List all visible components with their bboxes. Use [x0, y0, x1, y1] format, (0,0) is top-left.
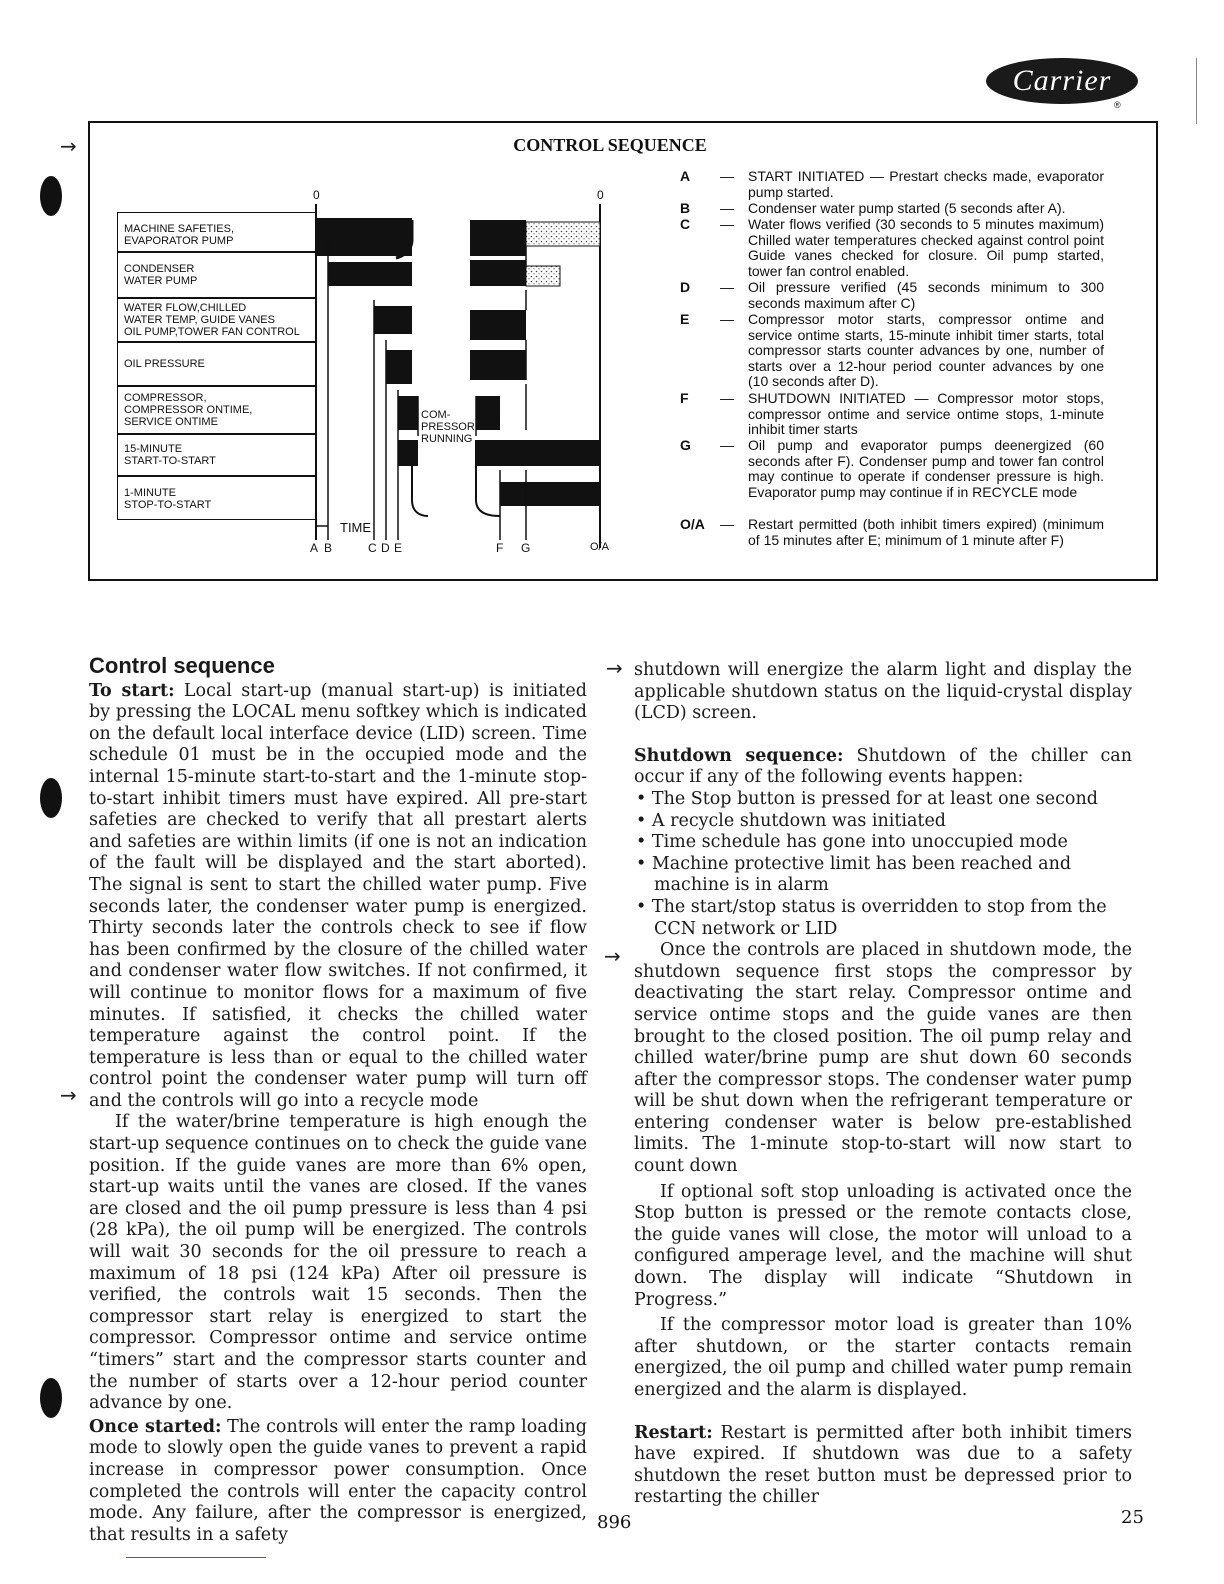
row-label: 1-MINUTE STOP-TO-START — [124, 487, 212, 511]
x-tick: B — [324, 541, 333, 555]
paragraph — [634, 746, 1132, 789]
legend-letter: A — [680, 168, 691, 184]
x-tick: F — [496, 541, 504, 555]
page-number: 25 — [1121, 1507, 1144, 1528]
carrier-logo: Carrier — [986, 58, 1138, 104]
left-column — [89, 655, 587, 1546]
compressor-running-label: COM- PRESSOR RUNNING — [421, 409, 475, 445]
x-tick: E — [394, 541, 403, 555]
right-column — [634, 660, 1132, 1509]
x-tick: C — [368, 541, 377, 555]
time-label: TIME — [340, 520, 372, 535]
legend-text: Restart permitted (both inhibit timers expired) (minimum of 15 minutes after E; minimum of 1 minute after F) — [748, 516, 1104, 548]
paragraph: If optional soft stop unloading is activated once the Stop button is pressed or the remote contacts close, the guide vanes will close, the motor will unload to a configured amperage level, and the machine will shut down. The display will indicate “Shutdown in Progress.” — [634, 1181, 1132, 1310]
x-tick: G — [521, 541, 531, 555]
legend-dash: — — [720, 390, 734, 406]
legend-letter: O/A — [680, 516, 705, 532]
bullet-text: The Stop button is pressed for at least one second — [651, 788, 1098, 809]
paragraph: Once the controls are placed in shutdown mode, the shutdown sequence first stops the compressor by deactivating the start relay. Compressor ontime and service ontime stops and the guide vanes are then brought to the closed position. The oil pump relay and chilled water/brine pump are shut down 60 seconds after the compressor stops. The condenser water pump will be shut down when the refrigerant temperature or entering condenser water is below pre-established limits. The 1-minute stop-to-start will now start to count down — [634, 940, 1132, 1177]
legend-dash: — — [720, 437, 734, 453]
row-label: 15-MINUTE START-TO-START — [124, 443, 216, 467]
run-in-heading: Shutdown sequence: — [634, 745, 844, 766]
paragraph-text: Restart is permitted after both inhibit timers have expired. If shutdown was due to a safety shutdown the reset button must be depressed prior to restarting the chiller — [634, 1422, 1132, 1508]
legend-letter: G — [680, 437, 691, 453]
run-in-heading: To start: — [89, 680, 175, 701]
legend-text: Water flows verified (30 seconds to 5 minutes maximum) Chilled water temperatures checked against control point Guide vanes checked for closure. Oil pump started, tower fan control enabled. — [748, 216, 1104, 279]
paragraph: If the compressor motor load is greater than 10% after shutdown, or the starter contacts remain energized, the oil pump and chilled water pump remain energized and the alarm is displayed. — [634, 1315, 1132, 1400]
legend-dash: — — [720, 279, 734, 295]
legend-dash: — — [720, 168, 734, 184]
legend-text: Compressor motor starts, compressor ontime and service ontime starts, 15-minute inhibit timer starts, total compressor starts counter advances by one, number of starts over a 12-hour period counter advances by one (10 seconds after D). — [748, 311, 1104, 390]
legend-text: Condenser water pump started (5 seconds after A). — [748, 200, 1066, 216]
document-number: 896 — [597, 1512, 632, 1533]
paragraph: shutdown will energize the alarm light and display the applicable shutdown status on the liquid-crystal display (LCD) screen. — [634, 660, 1132, 724]
x-tick: A — [310, 541, 319, 555]
legend-dash: — — [720, 200, 734, 216]
bullet-text: Time schedule has gone into unoccupied mode — [651, 832, 1068, 853]
run-in-heading: Restart: — [634, 1422, 713, 1443]
x-tick: D — [381, 541, 390, 555]
row-label: COMPRESSOR, COMPRESSOR ONTIME, SERVICE ONTIME — [124, 392, 253, 428]
paragraph-text: Local start-up (manual start-up) is initiated by pressing the LOCAL menu softkey which is indicated on the default local interface device (LID) screen. Time schedule 01 must be in the occupied mode and the internal 15-minute start-to-start and the 1-minute stop-to-start inhibit timers must have expired. All pre-start safeties are checked to verify that all prestart alerts and safeties are within limits (if one is not an indication of the fault will be displayed and the start aborted). The signal is sent to start the chilled water pump. Five seconds later, the condenser water pump is energized. Thirty seconds later the controls check to see if flow has been confirmed by the closure of the chilled water and condenser water flow switches. If not confirmed, it will continue to monitor flows for a maximum of five minutes. If satisfied, it checks the chilled water temperature against the control point. If the temperature is less than or equal to the chilled water control point the condenser water pump will turn off and the controls will go into a recycle mode — [89, 680, 587, 1111]
bullet-item: • Machine protective limit has been reached and machine is in alarm — [636, 853, 1072, 896]
bullet-item: • A recycle shutdown was initiated — [636, 810, 946, 831]
paragraph: If the water/brine temperature is high enough the start-up sequence continues on to check the guide vane position. If the guide vanes are more than 6% open, start-up waits until the vanes are closed. If the vanes are closed and the oil pump pressure is less than 4 psi (28 kPa), the oil pump will be energized. The controls will wait 30 seconds for the oil pressure to reach a maximum of 18 psi (124 kPa) After oil pressure is verified, the controls wait 15 seconds. Then the compressor start relay is energized to start the compressor. Compressor ontime and service ontime “timers” start and the compressor starts counter and the number of starts over a 12-hour period counter advance by one. — [89, 1112, 587, 1414]
row-label: CONDENSER WATER PUMP — [124, 263, 198, 287]
figure-title: CONTROL SEQUENCE — [513, 135, 707, 155]
legend-letter: F — [680, 390, 689, 406]
legend-letter: C — [680, 216, 691, 232]
legend-text: Oil pump and evaporator pumps deenergized (60 seconds after F). Condenser pump and tower fan control may continue to operate if condenser pressure is high. Evaporator pump may continue if in RECYCLE mode — [748, 437, 1104, 500]
registered-mark: ® — [1114, 100, 1121, 110]
margin-arrow-icon: → — [604, 944, 621, 968]
legend-letter: D — [680, 279, 691, 295]
bullet-text: Machine protective limit has been reached and machine is in alarm — [651, 853, 1072, 896]
bullet-item: • The start/stop status is overridden to stop from the CCN network or LID — [636, 896, 1107, 939]
row-label: MACHINE SAFETIES, EVAPORATOR PUMP — [124, 223, 235, 247]
paragraph — [89, 1417, 587, 1547]
row-label: WATER FLOW,CHILLED WATER TEMP, GUIDE VANES OIL PUMP,TOWER FAN CONTROL — [124, 302, 300, 338]
legend-letter: E — [680, 311, 690, 327]
row-label: OIL PRESSURE — [124, 358, 205, 370]
paragraph-text: The controls will enter the ramp loading mode to slowly open the guide vanes to prevent a rapid increase in compressor power consumption. Once completed the controls will enter the capacity control mode. Any failure, after the compressor is energized, that results in a safety — [89, 1416, 587, 1545]
bullet-text: The start/stop status is overridden to stop from the CCN network or LID — [651, 896, 1107, 939]
legend-dash: — — [720, 216, 734, 232]
margin-arrow-icon: → — [606, 656, 623, 680]
punch-hole — [40, 778, 62, 818]
paragraph — [89, 681, 587, 1113]
zero-label-left: 0 — [313, 188, 320, 202]
footer-rule — [126, 1557, 266, 1558]
zero-label-right: 0 — [597, 188, 604, 202]
margin-arrow-icon: → — [60, 134, 77, 158]
legend-text: Oil pressure verified (45 seconds minimum to 300 seconds maximum after C) — [748, 279, 1104, 311]
paragraph-text: Shutdown of the chiller can occur if any of the following events happen: — [634, 745, 1132, 788]
bullet-item: • The Stop button is pressed for at least one second — [636, 788, 1098, 809]
paragraph — [634, 1423, 1132, 1509]
legend-dash: — — [720, 516, 734, 532]
run-in-heading: Once started: — [89, 1416, 222, 1437]
punch-hole — [40, 1378, 62, 1418]
legend-text: SHUTDOWN INITIATED — Compressor motor stops, compressor ontime and service ontime stops, 1-minute inhibit timer starts — [748, 390, 1104, 438]
bullet-text: A recycle shutdown was initiated — [651, 810, 946, 831]
bullet-item: • Time schedule has gone into unoccupied mode — [636, 832, 1068, 853]
legend-letter: B — [680, 200, 691, 216]
section-heading: Control sequence — [89, 653, 275, 678]
legend-dash: — — [720, 311, 734, 327]
legend-text: START INITIATED — Prestart checks made, evaporator pump started. — [748, 168, 1104, 200]
margin-arrow-icon: → — [60, 1083, 77, 1107]
x-tick: O/A — [590, 541, 609, 553]
